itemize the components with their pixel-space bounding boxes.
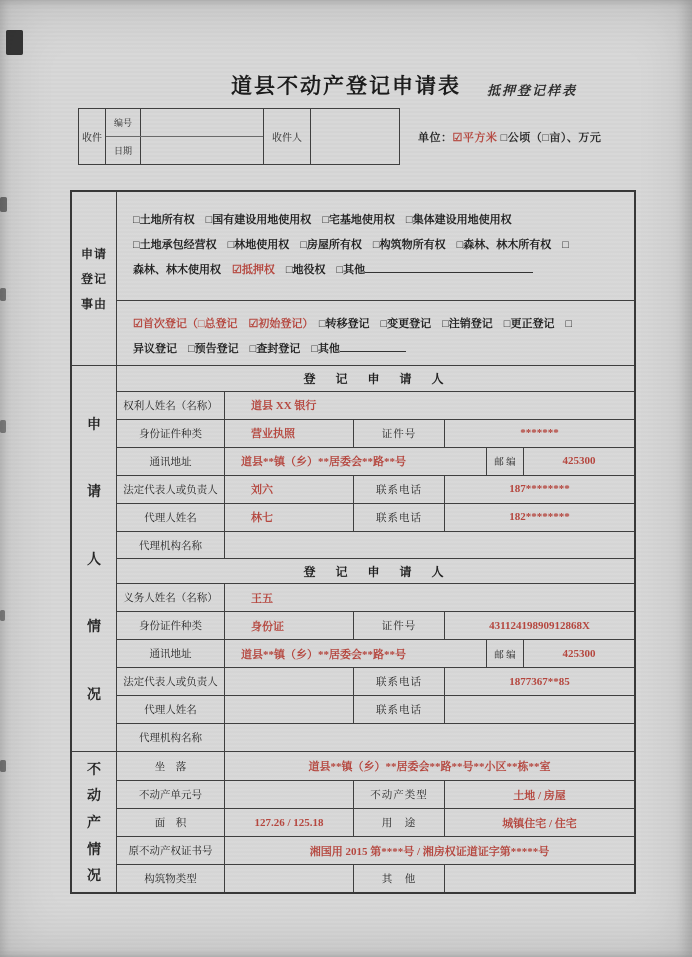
checked-first-registration: ☑首次登记（□总登记 ☑初始登记） <box>133 318 308 330</box>
id-type-value: 身份证 <box>225 612 354 639</box>
id-type-label: 身份证件种类 <box>117 420 225 447</box>
applicant-block1-header: 登 记 申 请 人 <box>303 371 448 386</box>
table-row <box>117 752 634 780</box>
location-label: 坐 落 <box>117 752 225 780</box>
phone-label: 联系电话 <box>354 504 445 531</box>
area-value: 127.26 / 125.18 <box>225 809 354 836</box>
scan-artifact <box>0 197 7 212</box>
structure-type-label: 构筑物类型 <box>117 865 225 892</box>
structure-type-value <box>225 865 354 892</box>
form-stamp-note: 抵押登记样表 <box>487 83 578 98</box>
area-label: 面 积 <box>117 809 225 836</box>
recipient-value <box>311 109 399 164</box>
application-table <box>70 190 636 894</box>
checked-mortgage-right: ☑抵押权 <box>232 264 275 276</box>
agency-name-label: 代理机构名称 <box>117 724 225 751</box>
receipt-label: 收件 <box>79 109 106 164</box>
receipt-number-label: 编号 <box>106 109 141 136</box>
table-row <box>117 780 634 808</box>
section-reason-vertical-label: 申请 登记 事由 <box>72 192 117 365</box>
rights-line-1: □土地所有权 □国有建设用地使用权 □宅基地使用权 □集体建设用地使用权 <box>133 214 512 226</box>
other-label: 其 他 <box>354 865 445 892</box>
id-number-value: 43112419890912868X <box>489 619 590 632</box>
rights-line-2: □土地承包经营权 □林地使用权 □房屋所有权 □构筑物所有权 □森林、林木所有权 □ <box>133 239 569 251</box>
location-value: 道县**镇（乡）**居委会**路**号**小区**栋**室 <box>308 761 551 773</box>
property-unit-number-label: 不动产单元号 <box>117 781 225 808</box>
property-type-value: 土地 / 房屋 <box>513 789 566 802</box>
postal-code-value: 425300 <box>562 455 596 468</box>
table-row <box>117 447 634 475</box>
postal-code-label: 邮 编 <box>487 448 524 475</box>
unit-label: 单位： <box>418 132 453 144</box>
agency-name-value <box>225 532 634 559</box>
section-registration-reason <box>72 192 634 365</box>
scan-artifact <box>0 288 6 301</box>
agent-name-label: 代理人姓名 <box>117 696 225 723</box>
scan-artifact <box>0 760 6 772</box>
property-unit-number-value <box>225 781 354 808</box>
agency-name-value <box>225 724 634 751</box>
use-label: 用 途 <box>354 809 445 836</box>
phone-value: 182******** <box>509 511 570 524</box>
recipient-label: 收件人 <box>264 109 311 164</box>
rights-line-3 <box>133 258 624 283</box>
types-line-2: 异议登记 □预告登记 □查封登记 □其他 <box>133 337 624 362</box>
legal-representative-label: 法定代表人或负责人 <box>117 668 225 695</box>
phone-label: 联系电话 <box>354 476 445 503</box>
original-certificate-number-label: 原不动产权证书号 <box>117 837 225 864</box>
address-value: 道县**镇（乡）**居委会**路**号 <box>225 448 487 475</box>
section-applicant-vertical-label: 申 请 人 情 况 <box>72 366 117 751</box>
receipt-number-value <box>141 109 263 136</box>
table-row <box>117 475 634 503</box>
obligor-name-value: 王五 <box>251 592 273 605</box>
id-number-label: 证件号 <box>354 420 445 447</box>
table-row <box>117 808 634 836</box>
scan-artifact <box>6 30 23 55</box>
agent-name-value <box>225 696 354 723</box>
table-row <box>117 864 634 892</box>
obligor-name-label: 义务人姓名（名称） <box>117 584 225 611</box>
table-row <box>117 723 634 751</box>
rights-line-3-suffix: □地役权 □其他 <box>274 264 366 276</box>
blank-underline <box>340 349 406 352</box>
section-applicant-info <box>72 365 634 751</box>
table-row <box>117 667 634 695</box>
address-value: 道县**镇（乡）**居委会**路**号 <box>225 640 487 667</box>
unit-selection-line <box>418 129 601 145</box>
use-value: 城镇住宅 / 住宅 <box>502 817 577 830</box>
postal-code-value: 425300 <box>562 647 596 660</box>
id-type-value: 营业执照 <box>225 420 354 447</box>
registration-type-checkbox-group <box>117 300 634 365</box>
table-row <box>117 836 634 864</box>
phone-value <box>445 696 634 723</box>
address-label: 通讯地址 <box>117 640 225 667</box>
section-property-info <box>72 751 634 892</box>
id-number-label: 证件号 <box>354 612 445 639</box>
phone-value: 187******** <box>509 483 570 496</box>
unit-checked-square-meters: ☑平方米 <box>452 132 498 144</box>
applicant-block2-header: 登 记 申 请 人 <box>303 564 448 579</box>
table-row <box>117 695 634 723</box>
blank-underline <box>365 270 533 273</box>
agency-name-label: 代理机构名称 <box>117 532 225 559</box>
agent-name-value: 林七 <box>225 504 354 531</box>
postal-code-label: 邮 编 <box>487 640 524 667</box>
phone-label: 联系电话 <box>354 696 445 723</box>
phone-value: 1877367**85 <box>509 675 570 688</box>
table-row <box>117 531 634 559</box>
id-type-label: 身份证件种类 <box>117 612 225 639</box>
form-title: 道县不动产登记申请表 <box>231 74 461 98</box>
receipt-number-date-group <box>106 109 264 164</box>
types-line-1-rest: □转移登记 □变更登记 □注销登记 □更正登记 □ <box>307 318 573 330</box>
property-type-label: 不动产类型 <box>354 781 445 808</box>
table-row <box>117 583 634 611</box>
table-row <box>117 611 634 639</box>
receipt-date-label: 日期 <box>106 137 141 164</box>
rights-checkbox-group <box>117 192 634 300</box>
legal-representative-value: 刘六 <box>225 476 354 503</box>
table-row <box>117 391 634 419</box>
types-line-1 <box>133 312 624 337</box>
legal-representative-value <box>225 668 354 695</box>
receipt-date-value <box>141 137 263 164</box>
unit-other-options: □公顷（□亩）、万元 <box>497 132 602 144</box>
scan-artifact <box>0 610 5 621</box>
id-number-value: ******* <box>520 427 559 440</box>
rights-holder-name-value: 道县 XX 银行 <box>251 400 317 413</box>
section-property-vertical-label: 不 动 产 情 况 <box>72 752 117 892</box>
agent-name-label: 代理人姓名 <box>117 504 225 531</box>
scan-artifact <box>0 420 6 433</box>
rights-line-3-prefix: 森林、林木使用权 <box>133 264 232 276</box>
table-row <box>117 639 634 667</box>
table-row <box>117 419 634 447</box>
legal-representative-label: 法定代表人或负责人 <box>117 476 225 503</box>
original-certificate-number-value: 湘国用 2015 第****号 / 湘房权证道证字第*****号 <box>309 845 550 858</box>
rights-holder-name-label: 权利人姓名（名称） <box>117 392 225 419</box>
phone-label: 联系电话 <box>354 668 445 695</box>
other-value <box>445 865 634 892</box>
table-row <box>117 503 634 531</box>
address-label: 通讯地址 <box>117 448 225 475</box>
receipt-box <box>78 108 400 165</box>
